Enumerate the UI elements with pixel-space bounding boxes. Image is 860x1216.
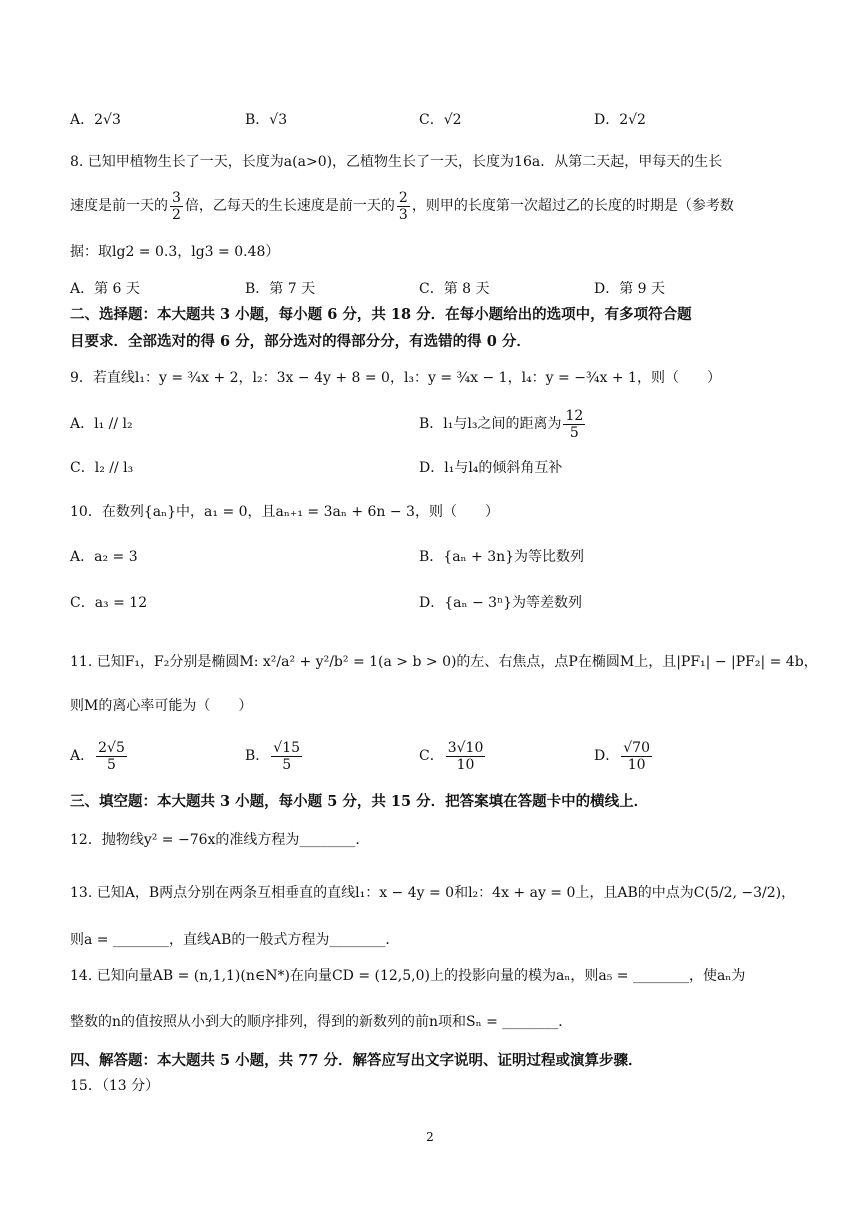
- q9-stem: 9．若直线l₁：y = ¾x + 2，l₂：3x − 4y + 8 = 0，l₃：y = ¾x − 1，l₄：y = −¾x + 1，则（ ）: [70, 370, 721, 386]
- q11-option-b-num: √15: [273, 739, 301, 756]
- q11-option-c-label: C．: [419, 748, 444, 764]
- q13-line-1: [70, 883, 794, 903]
- q8-line-2-a: 速度是前一天的: [70, 198, 168, 214]
- q8-option-b: B．第 7 天: [245, 281, 316, 297]
- q11-option-d-fraction: [621, 740, 652, 773]
- page-number: 2: [426, 1130, 434, 1144]
- q11-option-c: [419, 736, 487, 776]
- q8-fraction-2-num: 2: [398, 189, 408, 206]
- section-4-heading: 四、解答题：本大题共 5 小题，共 77 分．解答应写出文字说明、证明过程或演算步骤．: [70, 1052, 643, 1069]
- q8-option-a: A．第 6 天: [70, 281, 140, 297]
- q15: 15．（13 分）: [70, 1078, 160, 1094]
- q13-line-1-a: 13. 已知A，B两点分别在两条互相垂直的直线l₁：x − 4y = 0和l₂：4x + ay = 0上，且AB的中点为C: [70, 885, 705, 901]
- q11-option-c-num: 3√10: [447, 739, 484, 756]
- q8-fraction-2: [397, 190, 410, 223]
- q11-option-b-den: 5: [282, 756, 292, 773]
- q11-option-a-den: 5: [107, 756, 116, 773]
- q9-option-a: A．l₁ // l₂: [70, 416, 133, 432]
- q14-line-1: 14. 已知向量AB = (n,1,1)(n∈N*)在向量CD = (12,5,0)上的投影向量的模为aₙ，则a₅ = ________，使aₙ为: [70, 968, 746, 984]
- q7-option-c: C．√2: [419, 112, 462, 128]
- q7-option-d: D．2√2: [594, 112, 646, 128]
- q8-line-3: 据：取lg2 = 0.3，lg3 = 0.48）: [70, 244, 280, 260]
- q11-option-a: [70, 736, 129, 776]
- q8-line-1: 8. 已知甲植物生长了一天，长度为a(a>0)，乙植物生长了一天，长度为16a．从第二天起，甲每天的生长: [70, 154, 723, 170]
- q13-line-1-b: (5/2, −3/2)，: [704, 885, 796, 901]
- q10-option-d: D．{aₙ − 3ⁿ}为等差数列: [419, 595, 583, 611]
- q7-option-a: A．2√3: [70, 112, 121, 128]
- q11-option-a-label: A．: [70, 748, 95, 764]
- q9-option-b-text: B．l₁与l₃之间的距离为: [419, 416, 562, 432]
- section-3-heading: 三、填空题：本大题共 3 小题，每小题 5 分，共 15 分．把答案填在答题卡中的横线上．: [70, 793, 649, 810]
- q8-line-2-c: ，则甲的长度第一次超过乙的长度的时期是（参考数: [411, 198, 734, 214]
- q8-line-2: [70, 186, 794, 226]
- q8-fraction-2-den: 3: [398, 206, 408, 223]
- section-2-heading-line-2: 目要求．全部选对的得 6 分，部分选对的得部分分，有选错的得 0 分．: [70, 333, 531, 350]
- q9-option-b-num: 12: [565, 407, 584, 424]
- section-2-heading-line-1: 二、选择题：本大题共 3 小题，每小题 6 分，共 18 分．在每小题给出的选项中，有多项符合题: [70, 306, 692, 323]
- q11-option-d-label: D．: [594, 748, 620, 764]
- q8-fraction-1-den: 2: [172, 206, 181, 223]
- q7-option-b: B．√3: [245, 112, 288, 128]
- q9-option-b: [419, 404, 587, 444]
- q11-option-c-fraction: [446, 740, 486, 773]
- q9-option-b-fraction: [563, 408, 585, 441]
- q9-option-d: D．l₁与l₄的倾斜角互补: [419, 460, 563, 476]
- q10-option-b: B．{aₙ + 3n}为等比数列: [419, 549, 585, 565]
- q11-option-d: [594, 736, 654, 776]
- q13-line-2: 则a = ________，直线AB的一般式方程为________．: [70, 932, 400, 948]
- q11-option-d-den: 10: [627, 756, 646, 773]
- q11-line-2: 则M的离心率可能为（ ）: [70, 698, 253, 714]
- q11-option-a-num: 2√5: [98, 739, 125, 756]
- q12: 12．抛物线y² = −76x的准线方程为________．: [70, 832, 370, 848]
- q11-option-b-fraction: [271, 740, 302, 773]
- q8-line-2-b: 倍，乙每天的生长速度是前一天的: [184, 198, 395, 214]
- q8-fraction-1: [170, 190, 183, 223]
- q8-option-c: C．第 8 天: [419, 281, 490, 297]
- q11-option-c-den: 10: [456, 756, 475, 773]
- q8-option-d: D．第 9 天: [594, 281, 666, 297]
- q9-option-b-den: 5: [569, 424, 579, 441]
- q14-line-2: 整数的n的值按照从小到大的顺序排列，得到的新数列的前n项和Sₙ = ________．: [70, 1014, 573, 1030]
- q10-stem: 10．在数列{aₙ}中，a₁ = 0，且aₙ₊₁ = 3aₙ + 6n − 3，则（ ）: [70, 504, 499, 520]
- q11-option-b-label: B．: [245, 748, 270, 764]
- q10-option-c: C．a₃ = 12: [70, 595, 148, 611]
- q11-option-a-fraction: [96, 740, 127, 773]
- q11-line-1: 11. 已知F₁，F₂分别是椭圆M: x²/a² + y²/b² = 1(a > b > 0)的左、右焦点，点P在椭圆M上，且|PF₁| − |PF₂| = 4b，: [70, 654, 818, 670]
- q9-option-c: C．l₂ // l₃: [70, 460, 134, 476]
- q11-option-b: [245, 736, 304, 776]
- q8-fraction-1-num: 3: [172, 189, 181, 206]
- q10-option-a: A．a₂ = 3: [70, 549, 138, 565]
- q11-option-d-num: √70: [623, 739, 650, 756]
